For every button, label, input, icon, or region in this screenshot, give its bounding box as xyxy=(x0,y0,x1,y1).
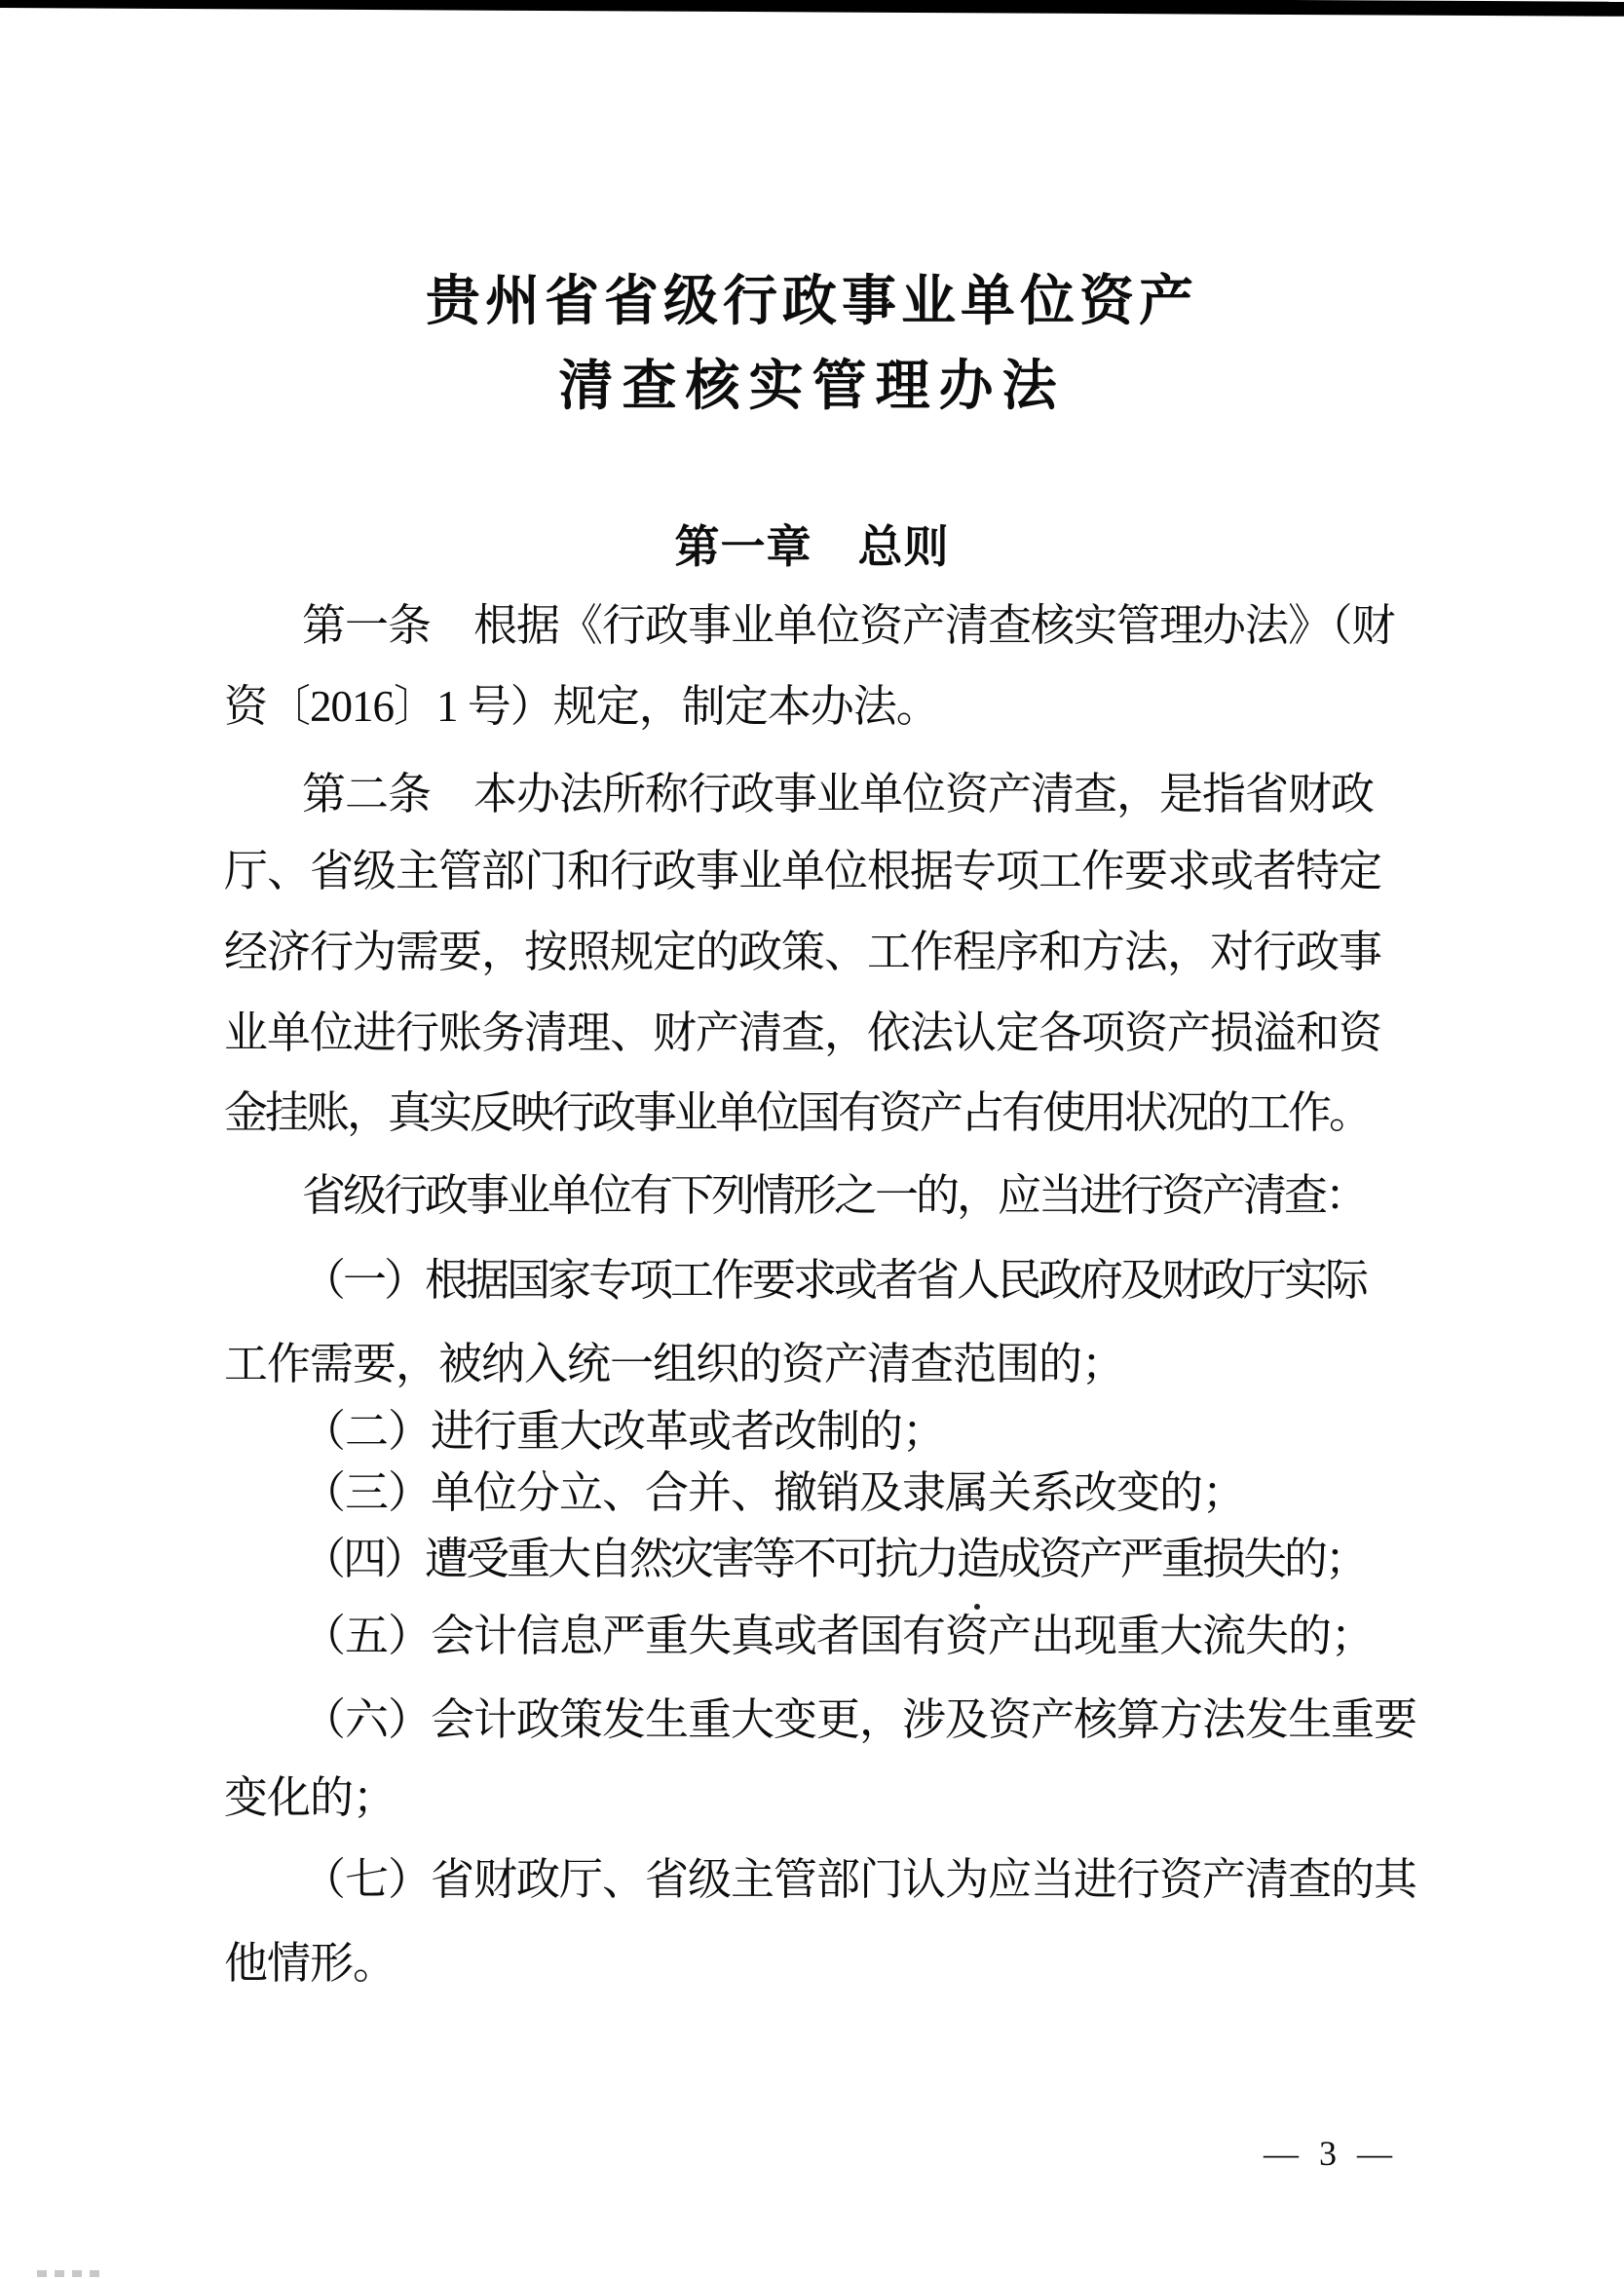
body-line: 第一条 根据《行政事业单位资产清查核实管理办法》（财 xyxy=(302,601,1395,650)
body-line: （一）根据国家专项工作要求或者省人民政府及财政厅实际 xyxy=(302,1256,1367,1305)
body-line: 经济行为需要，按照规定的政策、工作程序和方法，对行政事 xyxy=(224,928,1382,976)
body-line: 变化的； xyxy=(224,1773,397,1822)
body-line: （四）遭受重大自然灾害等不可抗力造成资产严重损失的； xyxy=(302,1535,1367,1583)
document-body xyxy=(224,0,1417,2279)
body-line: （七）省财政厅、省级主管部门认为应当进行资产清查的其 xyxy=(302,1855,1417,1904)
scan-dot-artifact xyxy=(974,1604,980,1610)
body-line: 金挂账，真实反映行政事业单位国有资产占有使用状况的工作。 xyxy=(224,1088,1371,1137)
body-line: 厅、省级主管部门和行政事业单位根据专项工作要求或者特定 xyxy=(224,847,1382,895)
body-line: 工作需要，被纳入统一组织的资产清查范围的； xyxy=(224,1340,1125,1388)
body-line: （三）单位分立、合并、撤销及隶属关系改变的； xyxy=(302,1468,1246,1517)
page-number: — 3 — xyxy=(1264,2134,1398,2173)
body-line: 资〔2016〕1 号）规定，制定本办法。 xyxy=(224,682,939,731)
chapter-heading: 第一章 总则 xyxy=(674,521,950,572)
body-line: （六）会计政策发生重大变更，涉及资产核算方法发生重要 xyxy=(302,1695,1417,1744)
body-line: （五）会计信息严重失真或者国有资产出现重大流失的； xyxy=(302,1612,1375,1660)
document-title-line-1: 贵州省省级行政事业单位资产 xyxy=(426,270,1198,331)
body-line: 业单位进行账务清理、财产清查，依法认定各项资产损溢和资 xyxy=(224,1008,1382,1057)
body-line: 第二条 本办法所称行政事业单位资产清查，是指省财政 xyxy=(302,770,1375,818)
document-title-line-2: 清查核实管理办法 xyxy=(558,355,1066,416)
body-line: 他情形。 xyxy=(224,1939,397,1988)
body-line: 省级行政事业单位有下列情形之一的，应当进行资产清查： xyxy=(302,1171,1367,1220)
body-line: （二）进行重大改革或者改制的； xyxy=(302,1407,946,1456)
scan-smudge-artifact xyxy=(37,2270,105,2277)
